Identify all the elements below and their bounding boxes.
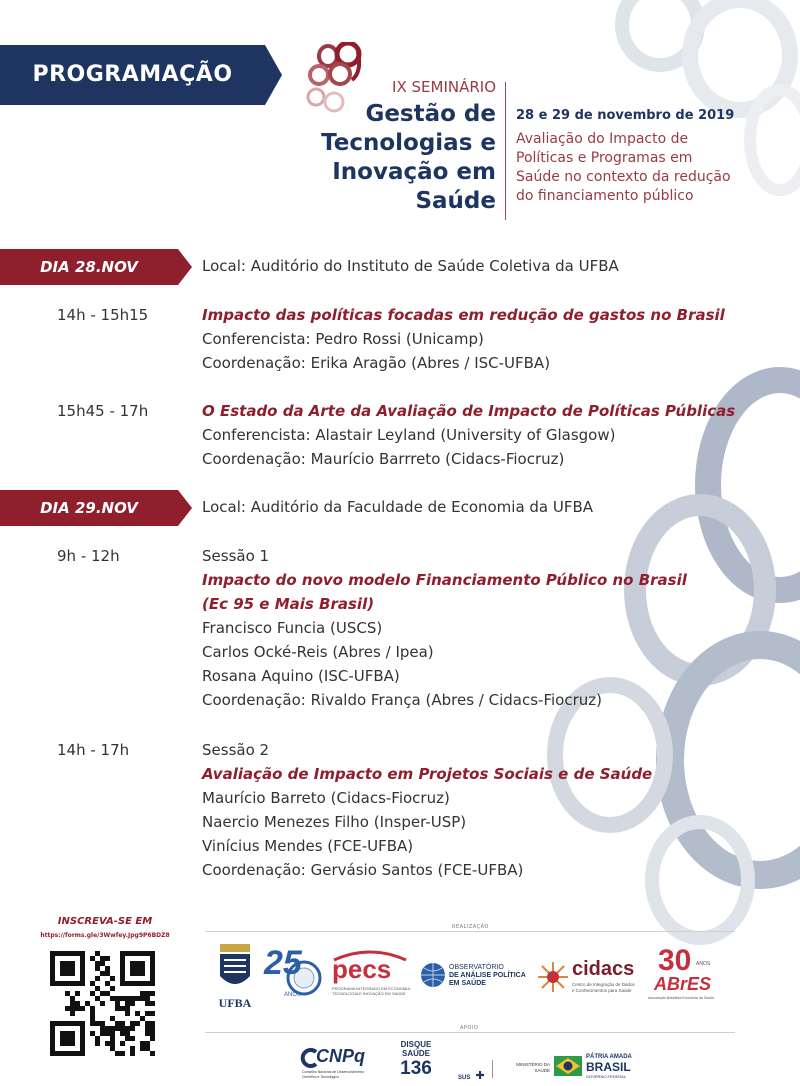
session-label: Sessão 2 [202, 741, 270, 759]
cnpq-text: CNPq [316, 1046, 365, 1066]
session-line: Vinícius Mendes (FCE-UFBA) [202, 837, 414, 855]
seminar-title-line: Tecnologias e [321, 130, 496, 156]
day-local: Local: Auditório da Faculdade de Economia da UFBA [202, 498, 594, 516]
observatorio-line: OBSERVATÓRIO [449, 964, 504, 971]
ufba-25-number: 25 [264, 944, 302, 982]
talk-title: (Ec 95 e Mais Brasil) [202, 595, 375, 613]
event-theme-line: do financiamento público [516, 188, 694, 204]
brasil-top: PÁTRIA AMADA [586, 1054, 632, 1060]
disque-line: DISQUE [400, 1040, 432, 1049]
event-theme-line: Políticas e Programas em [516, 150, 693, 166]
abres-logo [648, 944, 724, 1004]
divider [205, 1032, 735, 1033]
event-theme-line: Saúde no contexto da redução [516, 169, 731, 185]
session-block [202, 544, 687, 712]
session-time: 9h - 12h [57, 547, 120, 565]
session-line: Coordenação: Erika Aragão (Abres / ISC-UFBA) [202, 354, 551, 372]
disque-line: SAÚDE [401, 1049, 430, 1058]
observatorio-line: EM SAÚDE [449, 980, 486, 987]
session-line: Maurício Barreto (Cidacs-Fiocruz) [202, 789, 450, 807]
seminar-title-line: Saúde [415, 188, 496, 214]
abres-text: ABrES [654, 974, 712, 994]
sus-text: SUS [458, 1075, 471, 1081]
talk-title: Impacto do novo modelo Financiamento Público no Brasil [202, 571, 687, 589]
apoio-label: APOIO [460, 1025, 479, 1031]
talk-title: Avaliação de Impacto em Projetos Sociais e de Saúde [202, 765, 653, 783]
cnpq-sub-line: Conselho Nacional de Desenvolvimento [302, 1070, 365, 1074]
day-local: Local: Auditório do Instituto de Saúde Coletiva da UFBA [202, 257, 619, 275]
session-block [202, 399, 735, 471]
seminar-title [266, 100, 496, 216]
ufba-logo [212, 940, 258, 1012]
disque-number: 136 [400, 1058, 432, 1079]
seminar-edition: IX SEMINÁRIO [392, 78, 496, 96]
abres-30: 30 [658, 944, 692, 977]
globe-icon [420, 962, 446, 988]
seminar-title-line: Inovação em [332, 159, 496, 185]
observatorio-logo [420, 962, 530, 992]
cnpq-sub-line: Científico e Tecnológico [302, 1075, 339, 1079]
pecs-logo [328, 948, 412, 998]
ministerio-logo [500, 1062, 550, 1078]
session-line: Naercio Menezes Filho (Insper-USP) [202, 813, 467, 831]
session-line: Coordenação: Rivaldo França (Abres / Cidacs-Fiocruz) [202, 691, 602, 709]
ministerio-line: MINISTÉRIO DA [516, 1062, 550, 1067]
cidacs-text: cidacs [572, 958, 635, 980]
disque-saude-logo [392, 1040, 440, 1086]
seminar-title-line: Gestão de [365, 101, 496, 127]
session-line: Coordenação: Maurício Barrreto (Cidacs-Fiocruz) [202, 450, 565, 468]
session-time: 14h - 17h [57, 741, 130, 759]
logo-divider [492, 1060, 493, 1078]
session-time: 14h - 15h15 [57, 306, 149, 324]
header-divider [505, 82, 506, 220]
cidacs-sub-line: e Conhecimentos para Saúde [572, 988, 632, 993]
cidacs-logo [536, 958, 646, 998]
session-line: Coordenação: Gervásio Santos (FCE-UFBA) [202, 861, 524, 879]
session-line: Carlos Ocké-Reis (Abres / Ipea) [202, 643, 434, 661]
ministerio-line: SAÚDE [534, 1068, 550, 1073]
governo-federal-logo [554, 1052, 644, 1082]
realizacao-label: REALIZAÇÃO [452, 924, 489, 930]
event-theme [516, 130, 786, 206]
pecs-text: pecs [332, 954, 392, 984]
register-label: INSCREVA-SE EM [57, 916, 153, 927]
abres-anos: ANOS [696, 961, 711, 967]
day-label: DIA 28.NOV [40, 258, 138, 276]
session-time: 15h45 - 17h [57, 402, 149, 420]
brasil-sub: GOVERNO FEDERAL [586, 1074, 627, 1079]
abres-sub: Associação Brasileira Economia da Saúde [648, 996, 714, 1000]
session-line: Francisco Funcia (USCS) [202, 619, 383, 637]
pecs-sub-line: PROGRAMA INTEGRADO EM ECONOMIA, [332, 986, 412, 991]
qr-code-icon[interactable] [50, 951, 155, 1056]
sus-logo [458, 1064, 488, 1082]
session-block [202, 303, 725, 375]
cnpq-logo [300, 1046, 380, 1082]
ufba-text: UFBA [218, 996, 252, 1010]
brazil-flag-icon [554, 1056, 582, 1076]
session-label: Sessão 1 [202, 547, 270, 565]
ufba-25-sub: ANOS [284, 992, 302, 998]
observatorio-line: DE ANÁLISE POLÍTICA [449, 972, 526, 979]
divider [205, 931, 735, 932]
day-label: DIA 29.NOV [40, 499, 138, 517]
session-block [202, 738, 652, 882]
pecs-sub-line: TECNOLOGIA E INOVAÇÃO EM SAÚDE [332, 991, 406, 996]
register-url[interactable]: https://forms.gle/3Wwfey.Jpg9P6BDZ8 [40, 932, 170, 939]
brasil-text: BRASIL [586, 1060, 631, 1074]
session-line: Rosana Aquino (ISC-UFBA) [202, 667, 400, 685]
event-theme-line: Avaliação do Impacto de [516, 131, 689, 147]
cidacs-burst-icon [536, 960, 570, 994]
plus-icon: ✚ [475, 1069, 485, 1082]
ufba-25-logo [264, 944, 324, 1004]
session-line: Conferencista: Alastair Leyland (University of Glasgow) [202, 426, 616, 444]
programacao-label: PROGRAMAÇÃO [32, 62, 233, 87]
talk-title: Impacto das políticas focadas em redução de gastos no Brasil [202, 306, 725, 324]
session-line: Conferencista: Pedro Rossi (Unicamp) [202, 330, 484, 348]
ufba-crest-icon [212, 940, 258, 996]
event-date: 28 e 29 de novembro de 2019 [516, 108, 735, 123]
talk-title: O Estado da Arte da Avaliação de Impacto de Políticas Públicas [202, 402, 736, 420]
cidacs-sub-line: Centro de Integração de Dados [572, 982, 635, 987]
